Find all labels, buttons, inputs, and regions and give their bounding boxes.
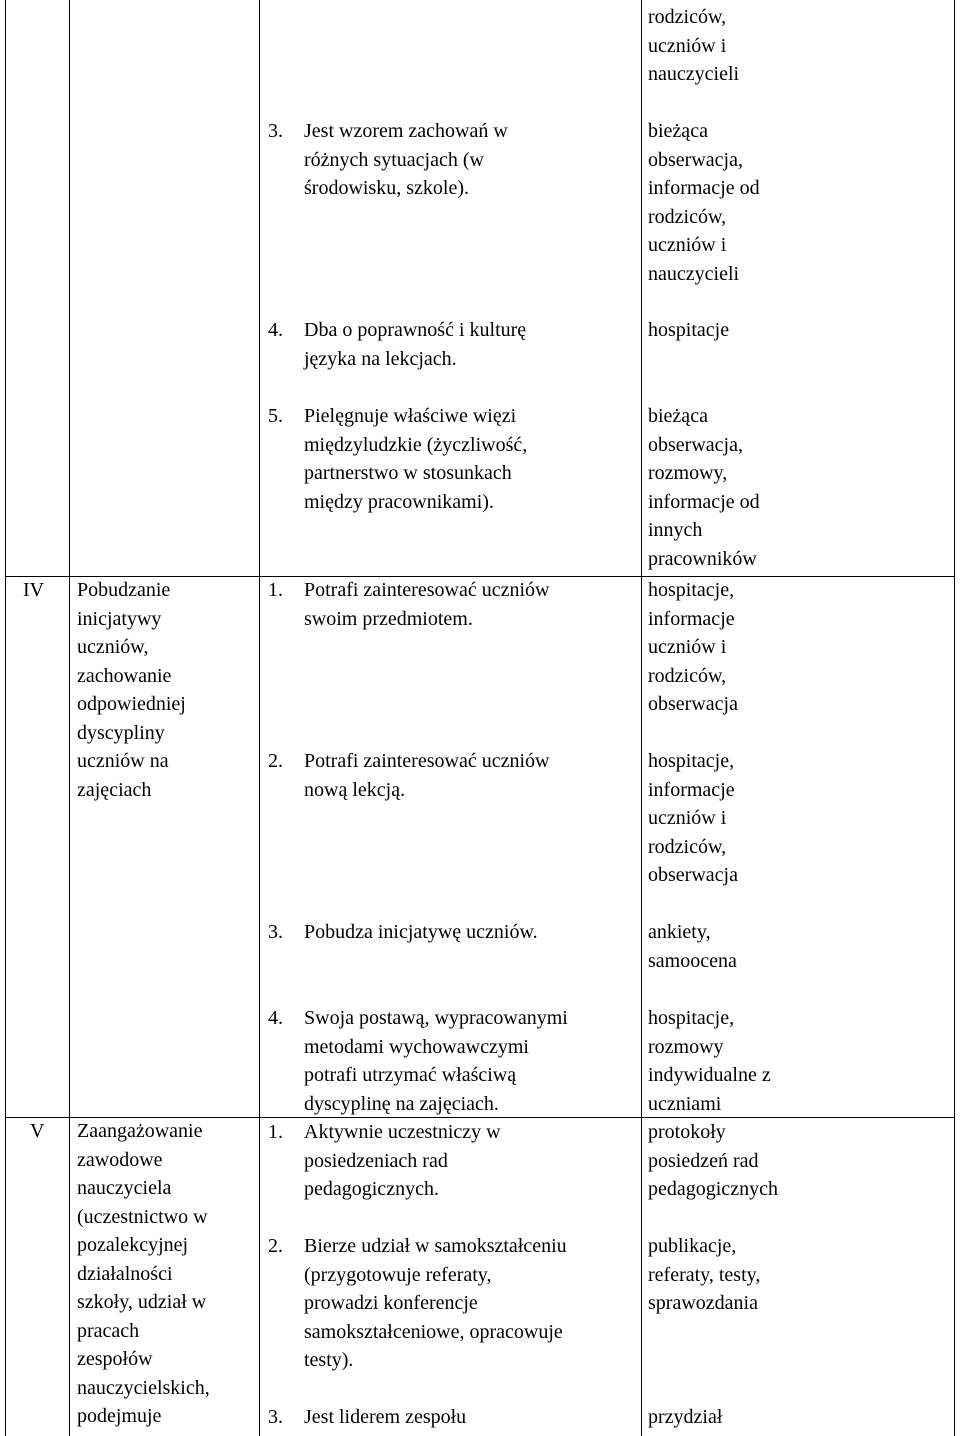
indicator-number: 3. — [268, 921, 283, 943]
indicator-text: Jest liderem zespołu — [304, 1406, 467, 1428]
indicator-item — [268, 918, 638, 947]
indicator-item — [268, 402, 638, 516]
indicator-item — [268, 1403, 638, 1432]
indicator-number: 1. — [268, 1121, 283, 1143]
indicator-text: Aktywnie uczestniczy w posiedzeniach rad pedagogicznych. — [304, 1121, 501, 1200]
indicator-number: 3. — [268, 1406, 283, 1428]
indicator-number: 2. — [268, 750, 283, 772]
indicator-text: Potrafi zainteresować uczniów nową lekcją. — [304, 750, 550, 801]
evidence-cell: hospitacje, informacje uczniów i rodziców, obserwacja — [648, 750, 738, 886]
table-border-left — [5, 0, 6, 1436]
indicator-text: Bierze udział w samokształceniu (przygotowuje referaty, prowadzi konferencje samokształceniowe, opracowuje testy). — [304, 1235, 567, 1371]
indicator-item — [268, 316, 638, 373]
indicator-text: Potrafi zainteresować uczniów swoim przedmiotem. — [304, 579, 550, 630]
indicator-item — [268, 1118, 638, 1204]
evidence-cell: bieżąca obserwacja, rozmowy, informacje od innych pracowników — [648, 405, 760, 570]
indicator-item — [268, 1004, 638, 1118]
indicator-number: 4. — [268, 1007, 283, 1029]
evidence-cell: przydział — [648, 1406, 723, 1428]
indicator-text: Dba o poprawność i kulturę języka na lekcjach. — [304, 319, 527, 370]
table-divider-1 — [69, 0, 70, 1436]
evidence-cell: rodziców, uczniów i nauczycieli — [648, 6, 740, 85]
criterion-v: Zaangażowanie zawodowe nauczyciela (uczestnictwo w pozalekcyjnej działalności szkoły, udział w pracach zespołów nauczycielskich, podejmuje — [77, 1120, 210, 1427]
indicator-number: 3. — [268, 120, 283, 142]
row-number-v: V — [30, 1120, 45, 1142]
table-divider-3 — [641, 0, 642, 1436]
indicator-number: 1. — [268, 579, 283, 601]
criterion-iv: Pobudzanie inicjatywy uczniów, zachowanie odpowiedniej dyscypliny uczniów na zajęciach — [77, 579, 186, 801]
indicator-text: Swoja postawą, wypracowanymi metodami wychowawczymi potrafi utrzymać właściwą dyscyplinę na zajęciach. — [304, 1007, 568, 1115]
indicator-text: Pobudza inicjatywę uczniów. — [304, 921, 538, 943]
indicator-item — [268, 1232, 638, 1375]
indicator-item — [268, 747, 638, 804]
table-divider-2 — [259, 0, 260, 1436]
evidence-cell: ankiety, samoocena — [648, 921, 737, 972]
evidence-cell: bieżąca obserwacja, informacje od rodziców, uczniów i nauczycieli — [648, 120, 760, 285]
indicator-item — [268, 576, 638, 633]
indicator-item — [268, 117, 638, 203]
indicator-text: Jest wzorem zachowań w różnych sytuacjach (w środowisku, szkole). — [304, 120, 508, 199]
evidence-cell: protokoły posiedzeń rad pedagogicznych — [648, 1121, 778, 1200]
indicator-number: 5. — [268, 405, 283, 427]
indicator-text: Pielęgnuje właściwe więzi międzyludzkie (życzliwość, partnerstwo w stosunkach między pracownikami). — [304, 405, 528, 513]
row-number-iv: IV — [23, 579, 45, 601]
evidence-cell: hospitacje, rozmowy indywidualne z uczniami — [648, 1007, 771, 1115]
evidence-cell: hospitacje, informacje uczniów i rodziców, obserwacja — [648, 579, 738, 715]
indicator-number: 4. — [268, 319, 283, 341]
table-border-right — [954, 0, 955, 1436]
evidence-cell: hospitacje — [648, 319, 730, 341]
evidence-cell: publikacje, referaty, testy, sprawozdania — [648, 1235, 761, 1314]
indicator-number: 2. — [268, 1235, 283, 1257]
